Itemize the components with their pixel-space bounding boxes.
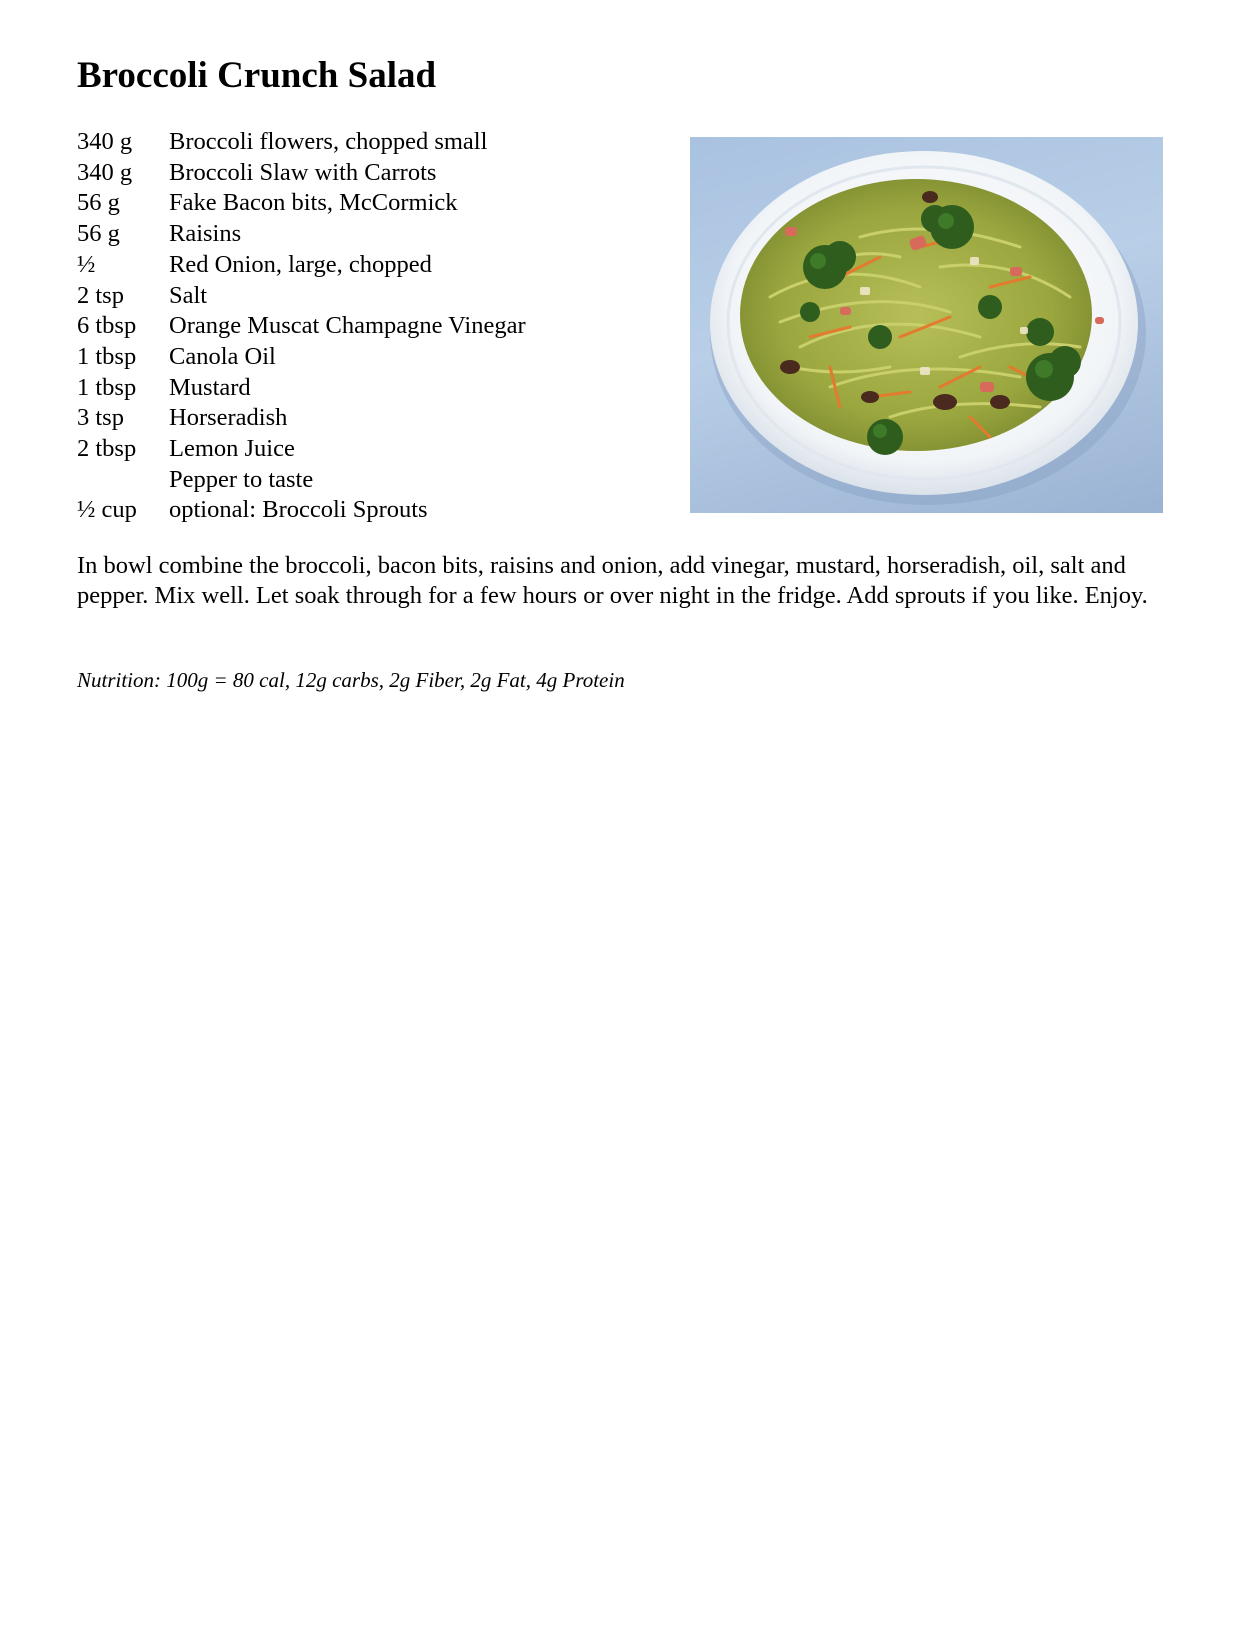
- ingredient-quantity: 56 g: [77, 189, 120, 217]
- ingredient-quantity: ½: [77, 250, 96, 278]
- recipe-title: Broccoli Crunch Salad: [77, 55, 437, 96]
- ingredient-quantity: 2 tsp: [77, 281, 124, 309]
- ingredient-row: [77, 465, 526, 496]
- ingredient-row: [77, 158, 526, 189]
- ingredient-name: Broccoli Slaw with Carrots: [169, 158, 437, 186]
- ingredient-name: Red Onion, large, chopped: [169, 250, 432, 278]
- ingredient-name: optional: Broccoli Sprouts: [169, 496, 428, 524]
- ingredient-row: [77, 188, 526, 219]
- ingredient-quantity: 2 tbsp: [77, 435, 137, 463]
- salad-photo: [690, 137, 1163, 513]
- ingredient-name: Horseradish: [169, 404, 288, 432]
- ingredient-quantity: 340 g: [77, 158, 133, 186]
- ingredient-name: Pepper to taste: [169, 465, 314, 493]
- ingredient-name: Raisins: [169, 220, 242, 248]
- ingredient-name: Orange Muscat Champagne Vinegar: [169, 312, 526, 340]
- ingredient-row: [77, 219, 526, 250]
- ingredient-quantity: [77, 465, 169, 496]
- ingredient-quantity: 1 tbsp: [77, 342, 137, 370]
- ingredient-row: [77, 373, 526, 404]
- ingredient-name: Canola Oil: [169, 342, 276, 370]
- ingredient-row: [77, 495, 526, 526]
- ingredient-row: [77, 281, 526, 312]
- recipe-instructions: In bowl combine the broccoli, bacon bits, raisins and onion, add vinegar, mustard, horseradish, oil, salt and pepper. Mix well. Let soak through for a few hours or over night in the fridge. Add sprouts if you like. Enjoy.: [77, 552, 1148, 609]
- ingredient-name: Broccoli flowers, chopped small: [169, 128, 488, 155]
- ingredient-row: [77, 250, 526, 281]
- ingredient-quantity: 340 g: [77, 128, 133, 155]
- ingredient-name: Lemon Juice: [169, 435, 295, 463]
- ingredient-quantity: ½ cup: [77, 496, 137, 524]
- ingredient-row: [77, 127, 526, 158]
- ingredient-name: Salt: [169, 281, 208, 309]
- salad-bowl-illustration: [690, 137, 1163, 513]
- ingredient-list: [77, 127, 526, 526]
- ingredient-name: Mustard: [169, 373, 251, 401]
- ingredient-quantity: 3 tsp: [77, 404, 124, 432]
- ingredient-name: Fake Bacon bits, McCormick: [169, 189, 458, 217]
- ingredient-quantity: 56 g: [77, 220, 120, 248]
- nutrition-info: Nutrition: 100g = 80 cal, 12g carbs, 2g Fiber, 2g Fat, 4g Protein: [77, 668, 625, 692]
- ingredient-quantity: 6 tbsp: [77, 312, 137, 340]
- ingredient-quantity: 1 tbsp: [77, 373, 137, 401]
- ingredient-row: [77, 403, 526, 434]
- ingredient-row: [77, 434, 526, 465]
- ingredient-row: [77, 311, 526, 342]
- ingredient-row: [77, 342, 526, 373]
